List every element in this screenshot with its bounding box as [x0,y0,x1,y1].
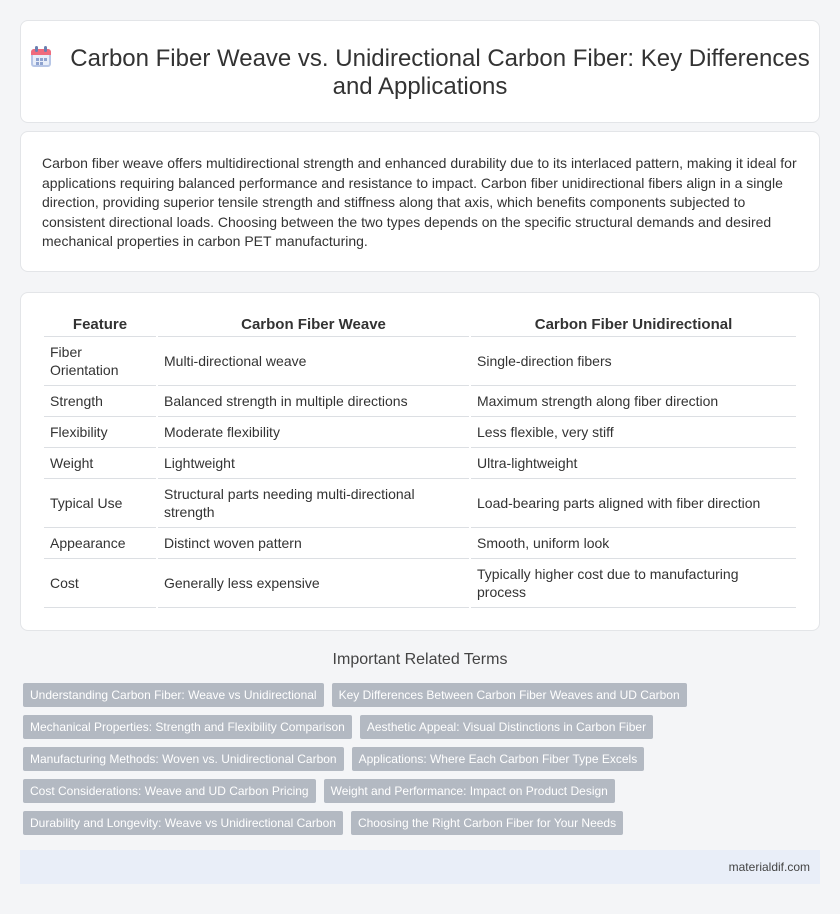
table-header-row [44,313,796,337]
table-cell-unidirectional: Typically higher cost due to manufacturing process [471,559,796,608]
table-cell-unidirectional: Load-bearing parts aligned with fiber direction [471,479,796,528]
comparison-table-card [20,292,820,631]
related-term-link[interactable]: Aesthetic Appeal: Visual Distinctions in Carbon Fiber [360,715,653,739]
related-term-link[interactable]: Manufacturing Methods: Woven vs. Unidirectional Carbon [23,747,344,771]
table-cell-unidirectional: Ultra-lightweight [471,448,796,479]
intro-card [20,131,820,272]
table-cell-weave: Generally less expensive [158,559,469,608]
table-cell-feature: Typical Use [44,479,156,528]
related-term-link[interactable]: Applications: Where Each Carbon Fiber Type Excels [352,747,645,771]
table-cell-weave: Multi-directional weave [158,337,469,386]
header-card [20,20,820,123]
column-header-unidirectional: Carbon Fiber Unidirectional [471,313,796,337]
column-header-weave: Carbon Fiber Weave [158,313,469,337]
column-header-feature: Feature [44,313,156,337]
related-terms-title: Important Related Terms [332,651,508,668]
table-cell-weave: Balanced strength in multiple directions [158,386,469,417]
table-row [44,559,796,608]
table-cell-weave: Structural parts needing multi-directional strength [158,479,469,528]
page-title-wrap [21,45,819,101]
related-term-link[interactable]: Weight and Performance: Impact on Product Design [324,779,615,803]
table-cell-feature: Appearance [44,528,156,559]
related-term-link[interactable]: Durability and Longevity: Weave vs Unidirectional Carbon [23,811,343,835]
calendar-icon [30,45,52,69]
table-cell-unidirectional: Maximum strength along fiber direction [471,386,796,417]
table-cell-weave: Distinct woven pattern [158,528,469,559]
table-row [44,448,796,479]
table-row [44,528,796,559]
page-title: Carbon Fiber Weave vs. Unidirectional Carbon Fiber: Key Differences and Applications [70,45,810,100]
related-term-link[interactable]: Mechanical Properties: Strength and Flexibility Comparison [23,715,352,739]
table-cell-feature: Fiber Orientation [44,337,156,386]
table-cell-unidirectional: Single-direction fibers [471,337,796,386]
related-term-link[interactable]: Cost Considerations: Weave and UD Carbon Pricing [23,779,316,803]
related-terms-list [23,683,823,843]
table-row [44,386,796,417]
table-row [44,417,796,448]
footer-site-link[interactable]: materialdif.com [728,860,810,874]
table-cell-weave: Moderate flexibility [158,417,469,448]
table-cell-feature: Strength [44,386,156,417]
table-cell-weave: Lightweight [158,448,469,479]
related-term-link[interactable]: Choosing the Right Carbon Fiber for Your Needs [351,811,623,835]
comparison-table [42,313,798,608]
table-cell-feature: Cost [44,559,156,608]
table-cell-feature: Flexibility [44,417,156,448]
related-term-link[interactable]: Key Differences Between Carbon Fiber Weaves and UD Carbon [332,683,687,707]
table-row [44,337,796,386]
table-cell-unidirectional: Less flexible, very stiff [471,417,796,448]
table-row [44,479,796,528]
related-term-link[interactable]: Understanding Carbon Fiber: Weave vs Unidirectional [23,683,324,707]
footer [20,850,820,884]
intro-paragraph: Carbon fiber weave offers multidirectional strength and enhanced durability due to its interlaced pattern, making it ideal for applications requiring balanced performance and resistance to impact. Carbon fiber unidirectional fibers align in a single direction, providing superior tensile strength and stiffness along that axis, which benefits components subjected to consistent directional loads. Choosing between the two types depends on the specific structural demands and desired mechanical properties in carbon PET manufacturing. [42,155,797,249]
table-cell-feature: Weight [44,448,156,479]
table-cell-unidirectional: Smooth, uniform look [471,528,796,559]
